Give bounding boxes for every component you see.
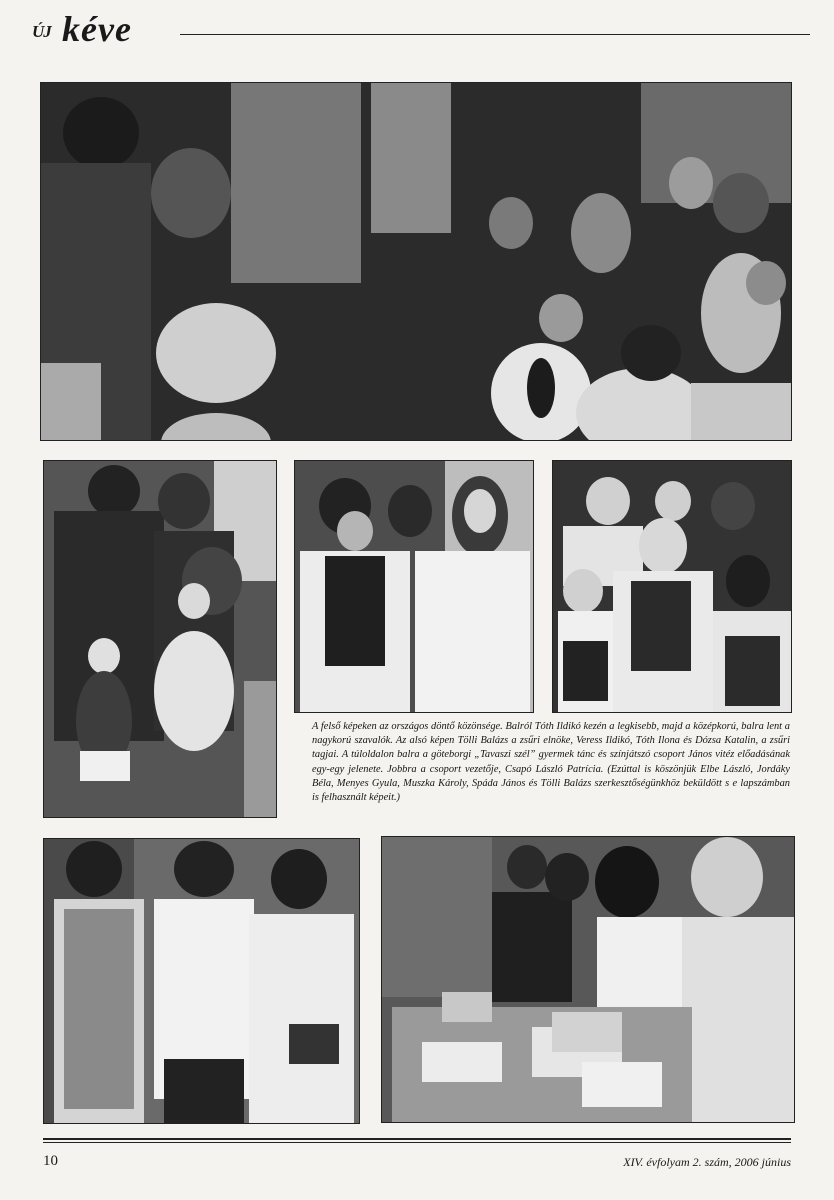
photo-jury-table — [381, 836, 795, 1123]
youngest-reciters-scene — [44, 461, 276, 817]
footer-rule — [43, 1138, 791, 1140]
issue-info: XIV. évfolyam 2. szám, 2006 június — [623, 1155, 791, 1169]
jury-scene — [44, 839, 359, 1123]
jury-table-scene — [382, 837, 794, 1122]
folk-costume-children-scene — [553, 461, 791, 712]
masthead — [32, 9, 810, 50]
page-number: 10 — [43, 1153, 58, 1169]
photo-folk-costume-children — [552, 460, 792, 713]
footer-rule-thin — [43, 1142, 791, 1143]
photo-caption: A felső képeken az országos döntő közönsége. Balról Tóth Ildikó kezén a legkisebb, majd a középkorú, balra lent a nagykorú szavalók. Az alsó képen Tölli Balázs a zsűri elnöke, Veress Ildikó, Tóth Ilona és Dózsa Katalin, a zsűri tagjai. A túloldalon balra a göteborgi „Tavaszi szél” gyermek tánc és színjátszó csoport János vitéz előadásának egy-egy jelenete. Jobbra a csoport vezetője, Csapó László Patrícia. (Ezúttal is köszönjük Elbe László, Jordáky Béla, Menyes Gyula, Muszka Károly, Spáda János és Tölli Balázs szerkesztőségünkhöz beküldött s e lapszámban is felhasznált képeit.) — [312, 721, 790, 804]
photo-audience — [40, 82, 792, 441]
photo-youngest-reciters — [43, 460, 277, 818]
middle-reciters-scene — [295, 461, 533, 712]
audience-scene — [41, 83, 791, 440]
masthead-rule — [180, 34, 810, 35]
photo-middle-reciters — [294, 460, 534, 713]
photo-jury — [43, 838, 360, 1124]
masthead-title: kéve — [62, 9, 132, 49]
masthead-mark: ÚJ — [32, 22, 51, 41]
